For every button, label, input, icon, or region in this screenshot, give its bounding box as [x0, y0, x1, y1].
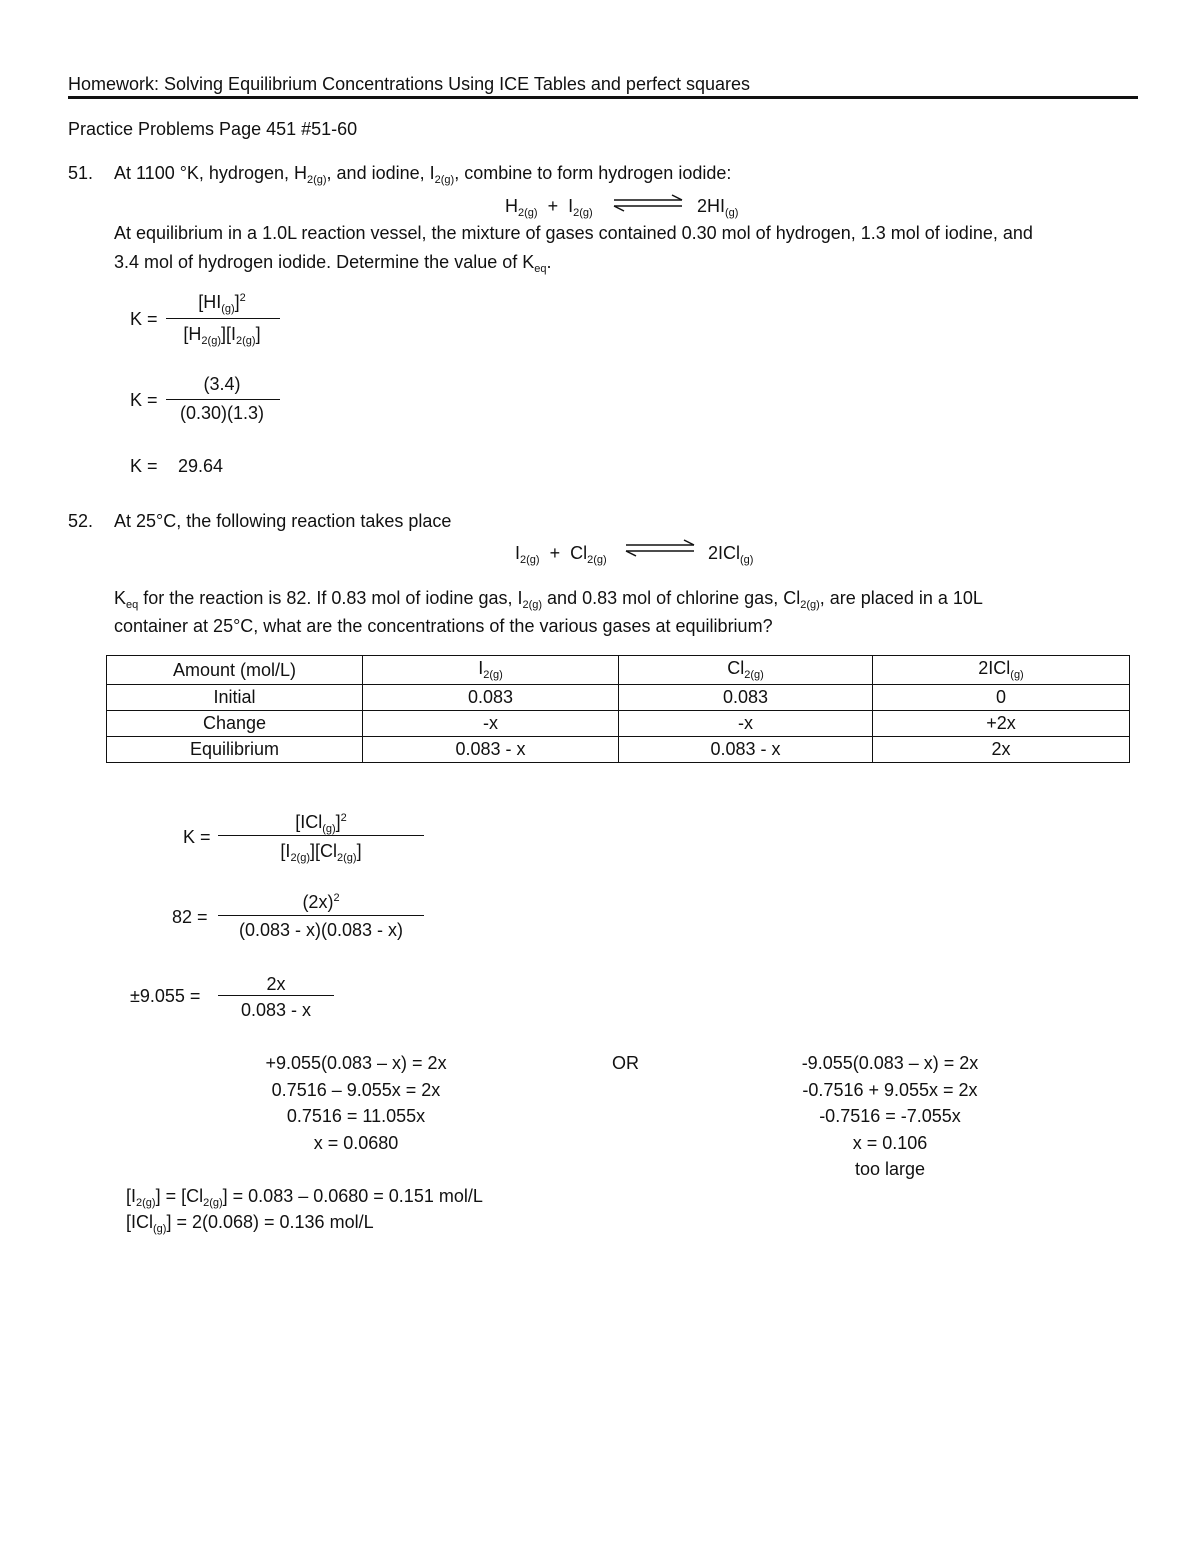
left-step: 0.7516 = 11.055x	[286, 1106, 426, 1126]
problem-52-keq-line1: $K_{eq}$ for the reaction is 82. If 0.83 mol of iodine gas, $I_{2(g)}$ and 0.83 mol of chlorine gas, $Cl_{2(g)}$, are placed in a 10L	[114, 588, 983, 611]
problem-51-number: 51.	[68, 163, 94, 183]
k-denominator: $[H_{2(g)}][I_{2(g)}]$	[183, 324, 261, 347]
k-denominator-52: $[I_{2(g)}][Cl_{2(g)}]$	[280, 841, 362, 864]
header-rule	[68, 96, 1138, 99]
equilibrium-arrow-icon	[612, 194, 686, 212]
pm-numerator: 2x	[266, 974, 286, 994]
page-title: Homework: Solving Equilibrium Concentrations Using ICE Tables and perfect squares	[68, 74, 750, 94]
fraction-bar	[166, 399, 280, 400]
table-row	[107, 711, 1130, 737]
k-numerator: $[HI_{(g)}]^2$	[198, 292, 246, 315]
problem-51-reaction: $H_{2(g)} + I_{2(g)}$	[505, 196, 593, 219]
table-row	[107, 737, 1130, 763]
problem-52-number: 52.	[68, 511, 94, 531]
table-cell: -x	[363, 711, 619, 737]
eq82-denominator: (0.083 - x)(0.083 - x)	[238, 920, 404, 940]
k-label-52: K =	[183, 827, 211, 847]
table-row	[107, 685, 1130, 711]
problem-52-product: 2ICl$_{(g)}$	[708, 543, 754, 566]
table-cell: Initial	[107, 685, 363, 711]
table-cell: Equilibrium	[107, 737, 363, 763]
table-cell: 0.083 - x	[619, 737, 873, 763]
pm-denominator: 0.083 - x	[240, 1000, 312, 1020]
right-step: -0.7516 = -7.055x	[819, 1106, 961, 1126]
fraction-bar	[218, 835, 424, 836]
table-cell: Change	[107, 711, 363, 737]
table-header-cell: $Cl_{2(g)}$	[619, 656, 873, 685]
table-header-cell: $I_{2(g)}$	[363, 656, 619, 685]
table-header-row	[107, 656, 1130, 685]
table-cell: 0.083	[619, 685, 873, 711]
left-step: +9.055(0.083 – x) = 2x	[265, 1053, 447, 1073]
eq82-numerator: $(2x)^2$	[302, 892, 340, 912]
ice-table	[106, 655, 1130, 763]
table-cell: -x	[619, 711, 873, 737]
problem-51-intro: At 1100 °K, hydrogen, $H_{2(g)}$, and iodine, $I_{2(g)}$, combine to form hydrogen iodide:	[114, 163, 732, 186]
problem-51-text-line1: At equilibrium in a 1.0L reaction vessel, the mixture of gases contained 0.30 mol of hydrogen, 1.3 mol of iodine, and	[114, 223, 1033, 243]
problem-52-intro: At 25°C, the following reaction takes place	[114, 511, 452, 531]
table-cell: 0	[873, 685, 1130, 711]
fraction-bar	[166, 318, 280, 319]
problem-51-product: $2HI_{(g)}$	[697, 196, 739, 219]
equilibrium-arrow-icon	[624, 539, 698, 557]
table-header-cell: 2ICl$_{(g)}$	[873, 656, 1130, 685]
left-step: 0.7516 – 9.055x = 2x	[271, 1080, 441, 1100]
fraction-bar	[218, 915, 424, 916]
table-cell: +2x	[873, 711, 1130, 737]
right-step: x = 0.106	[852, 1133, 928, 1153]
problem-51-text-line2: 3.4 mol of hydrogen iodide. Determine the value of $K_{eq}$.	[114, 252, 552, 275]
pm-label: ±9.055 =	[130, 986, 201, 1006]
k-label: K =	[130, 309, 158, 329]
k-numerator-2: (3.4)	[203, 374, 241, 394]
fraction-bar	[218, 995, 334, 996]
left-step: x = 0.0680	[313, 1133, 399, 1153]
right-step: -0.7516 + 9.055x = 2x	[802, 1080, 978, 1100]
or-label: OR	[612, 1053, 639, 1073]
practice-subtitle: Practice Problems Page 451 #51-60	[68, 119, 358, 139]
k-label-3: K =	[130, 456, 158, 476]
k-numerator-52: $[ICl_{(g)}]^2$	[295, 812, 347, 835]
problem-52-reaction: $I_{2(g)} + Cl_{2(g)}$	[515, 543, 607, 566]
answer-line-2: [ICl$_{(g)}$] = 2(0.068) = 0.136 mol/L	[126, 1212, 374, 1235]
table-header-cell: Amount (mol/L)	[107, 656, 363, 685]
problem-52-keq-line2: container at 25°C, what are the concentrations of the various gases at equilibrium?	[114, 616, 773, 636]
table-cell: 0.083	[363, 685, 619, 711]
right-step-note: too large	[854, 1159, 926, 1179]
table-cell: 2x	[873, 737, 1130, 763]
table-cell: 0.083 - x	[363, 737, 619, 763]
eq82-label: 82 =	[172, 907, 208, 927]
answer-line-1: $[I_{2(g)}] = [Cl_{2(g)}] = 0.083 - 0.0680 = 0.151$ mol/L	[126, 1186, 483, 1209]
k-result: 29.64	[178, 456, 224, 476]
k-label-2: K =	[130, 390, 158, 410]
k-denominator-2: (0.30)(1.3)	[179, 403, 265, 423]
right-step: -9.055(0.083 – x) = 2x	[801, 1053, 979, 1073]
